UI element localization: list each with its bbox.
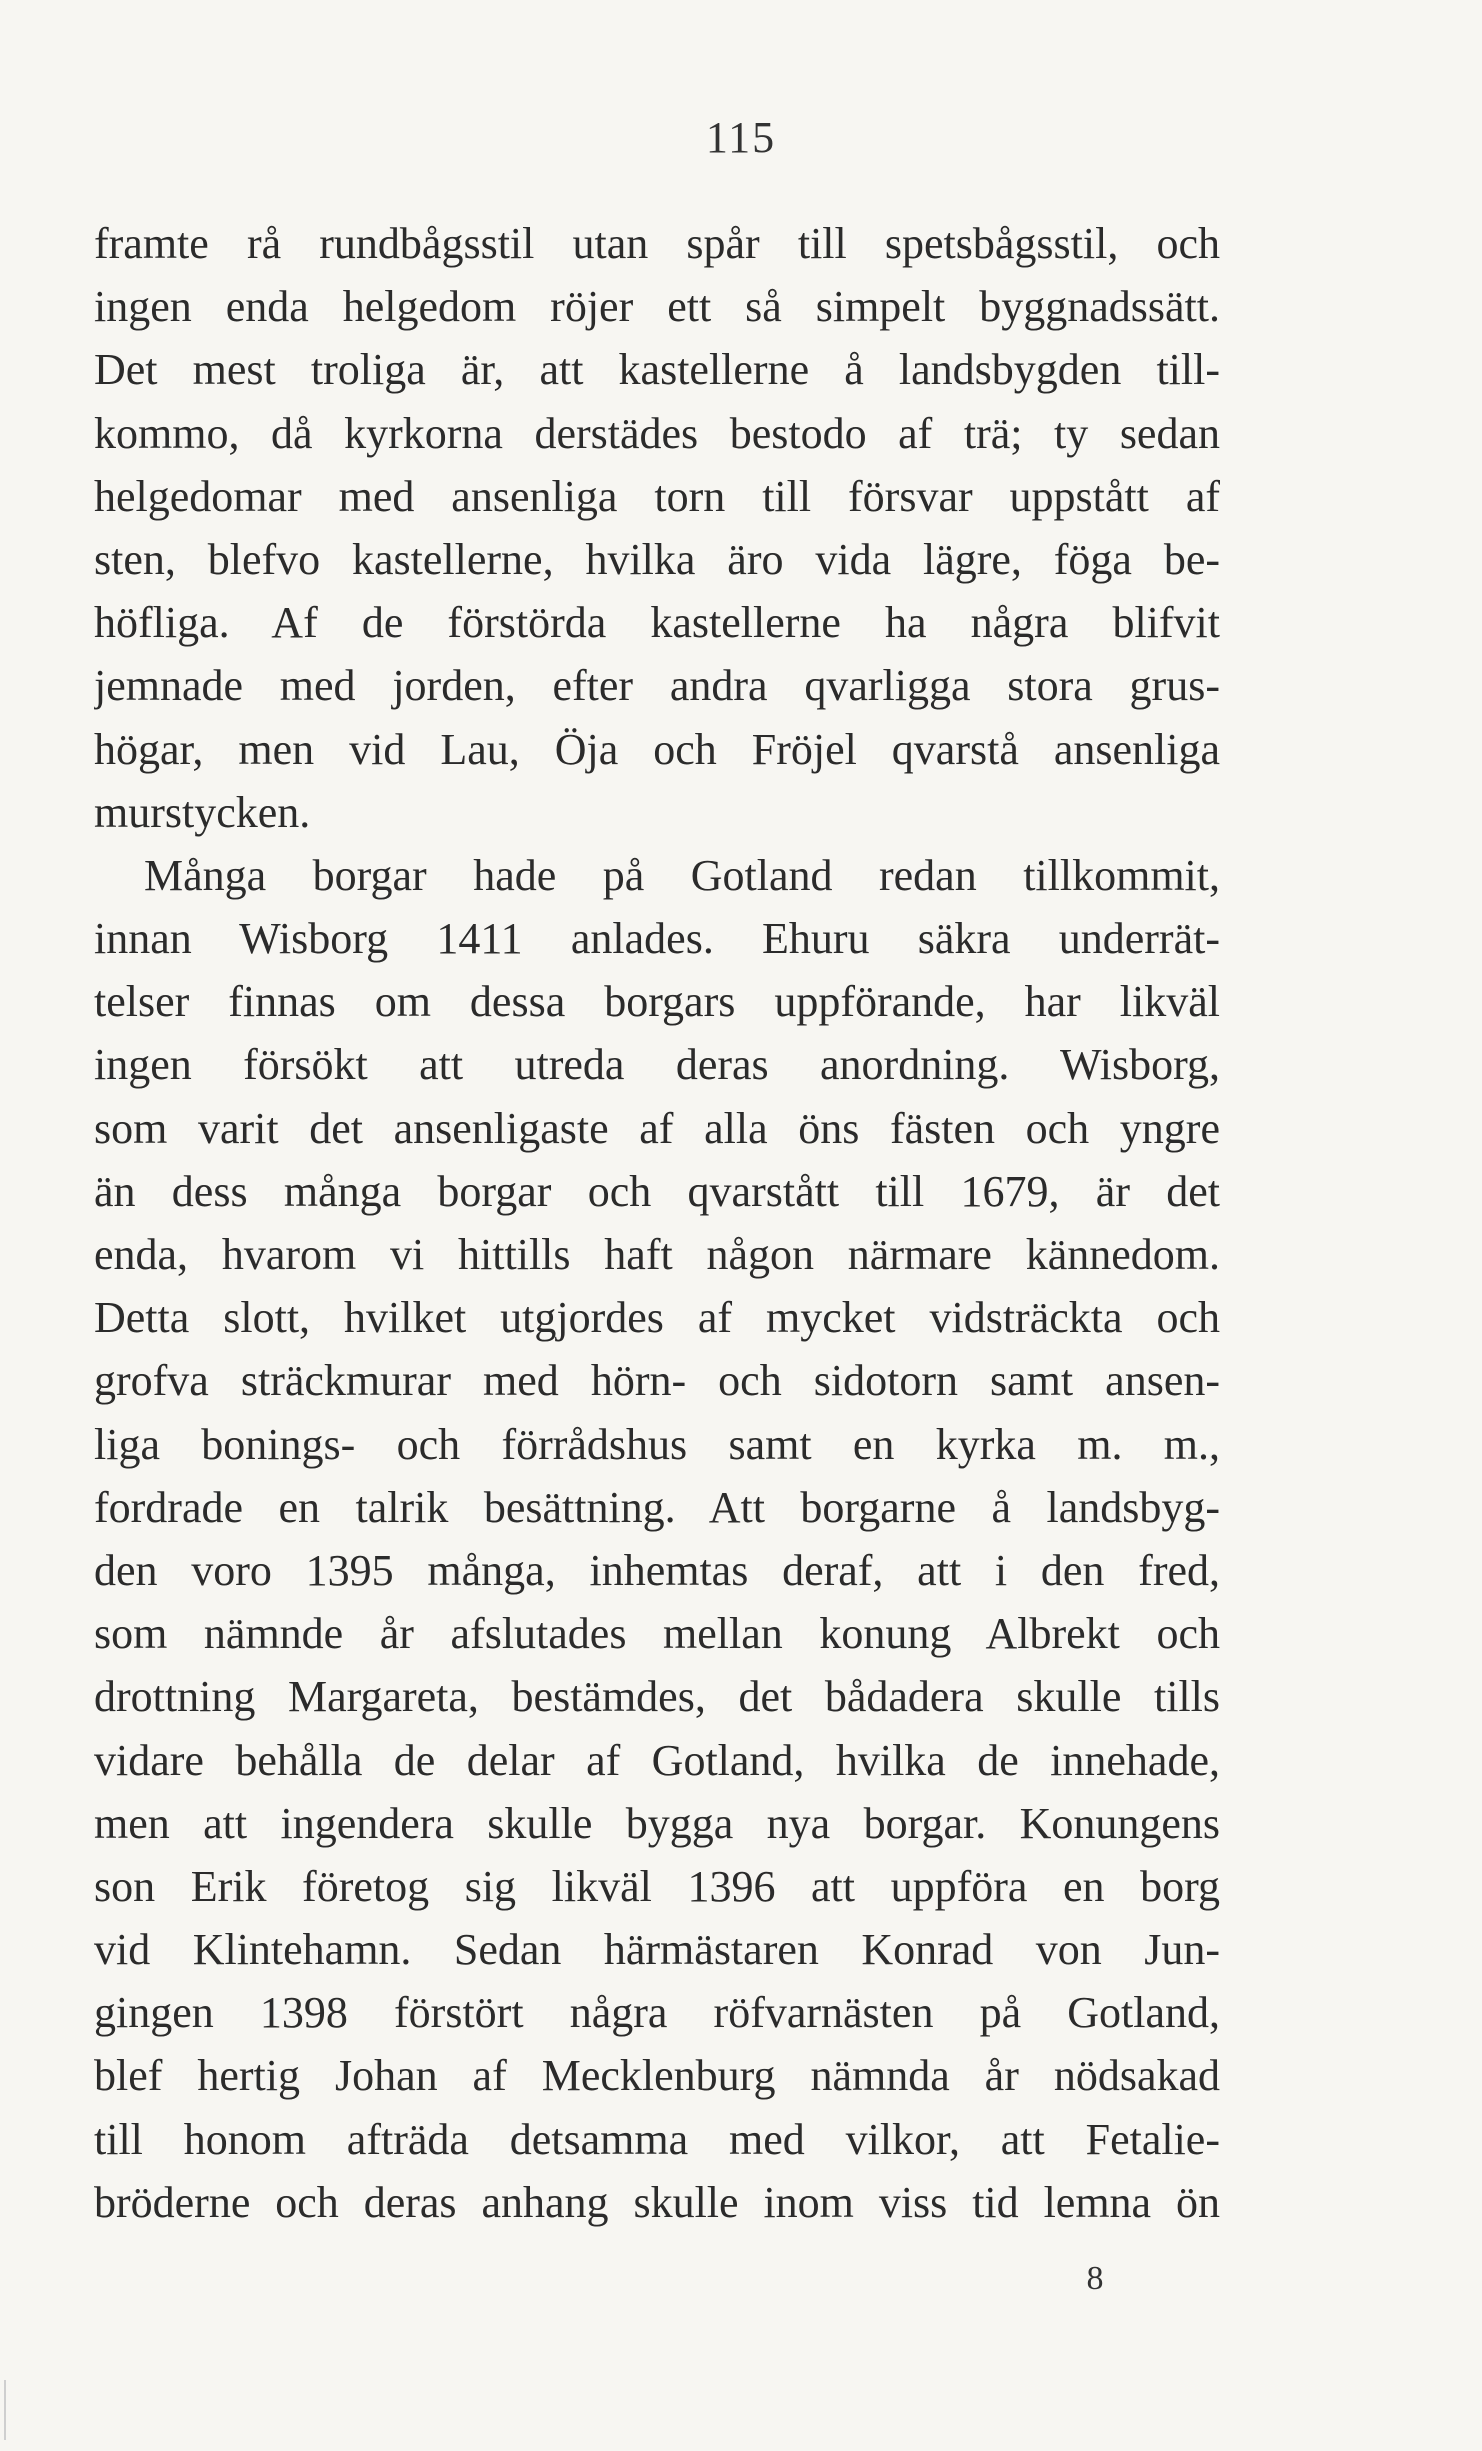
text-line: Detta slott, hvilket utgjordes af mycket vidsträckta och (94, 1293, 1220, 1343)
text-line: till honom afträda detsamma med vilkor, att Fetalie- (94, 2114, 1220, 2164)
text-line: bröderne och deras anhang skulle inom viss tid lemna ön (94, 2177, 1220, 2227)
text-line: telser finnas om dessa borgars uppförande, har likväl (94, 977, 1220, 1027)
text-line: vidare behålla de delar af Gotland, hvilka de innehade, (94, 1735, 1220, 1785)
text-line: enda, hvarom vi hittills haft någon närmare kännedom. (94, 1230, 1220, 1279)
body-text (94, 212, 1220, 2234)
text-line: grofva sträckmurar med hörn- och sidotorn samt ansen- (94, 1356, 1220, 1406)
text-line: höfliga. Af de förstörda kastellerne ha några blifvit (94, 598, 1220, 648)
text-line: drottning Margareta, bestämdes, det bådadera skulle tills (94, 1672, 1220, 1722)
text-line: ingen enda helgedom röjer ett så simpelt byggnadssätt. (94, 282, 1220, 332)
signature-mark: 8 (1086, 2260, 1104, 2297)
paragraph-start-line: Många borgar hade på Gotland redan tillkommit, (144, 850, 1220, 900)
text-line: ingen försökt att utreda deras anordning. Wisborg, (94, 1040, 1220, 1090)
text-line: gingen 1398 förstört några röfvarnästen på Gotland, (94, 1988, 1220, 2038)
text-line: än dess många borgar och qvarstått till 1679, är det (94, 1166, 1220, 1216)
text-line: som varit det ansenligaste af alla öns fästen och yngre (94, 1103, 1220, 1153)
text-line: den voro 1395 många, inhemtas deraf, att i den fred, (94, 1545, 1220, 1595)
text-line: blef hertig Johan af Mecklenburg nämnda år nödsakad (94, 2051, 1220, 2101)
text-line: helgedomar med ansenliga torn till försvar uppstått af (94, 471, 1220, 521)
text-line: vid Klintehamn. Sedan härmästaren Konrad von Jun- (94, 1925, 1220, 1975)
text-line: innan Wisborg 1411 anlades. Ehuru säkra underrät- (94, 914, 1220, 964)
text-line: högar, men vid Lau, Öja och Fröjel qvarstå ansenliga (94, 724, 1220, 774)
text-line: men att ingendera skulle bygga nya borgar. Konungens (94, 1798, 1220, 1848)
text-line: som nämnde år afslutades mellan konung Albrekt och (94, 1609, 1220, 1659)
paragraph-end-line: murstycken. (94, 787, 311, 837)
text-line: sten, blefvo kastellerne, hvilka äro vida lägre, föga be- (94, 534, 1220, 584)
text-line: liga bonings- och förrådshus samt en kyrka m. m., (94, 1419, 1220, 1469)
text-line: jemnade med jorden, efter andra qvarligga stora grus- (94, 661, 1220, 711)
page-edge-divider (4, 2380, 6, 2440)
text-line: Det mest troliga är, att kastellerne å landsbygden till- (94, 345, 1220, 395)
text-line: kommo, då kyrkorna derstädes bestodo af trä; ty sedan (94, 408, 1220, 458)
page-number: 115 (705, 113, 777, 162)
text-line: son Erik företog sig likväl 1396 att uppföra en borg (94, 1861, 1220, 1911)
text-line: framte rå rundbågsstil utan spår till spetsbågsstil, och (94, 219, 1220, 268)
text-line: fordrade en talrik besättning. Att borgarne å landsbyg- (94, 1482, 1220, 1532)
